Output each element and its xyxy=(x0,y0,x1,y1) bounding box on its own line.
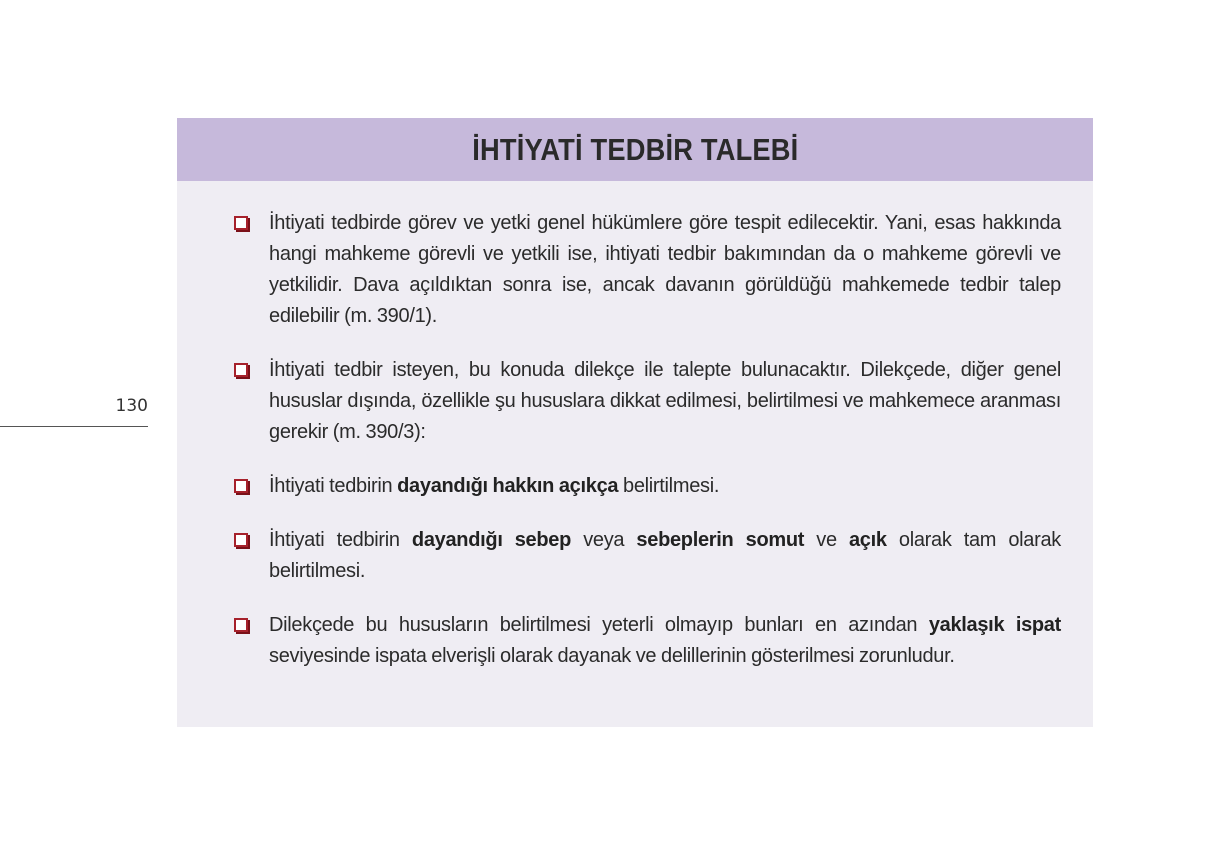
emphasized-text: yaklaşık ispat xyxy=(928,614,1061,636)
page-number: 130 xyxy=(115,396,148,416)
list-item-text xyxy=(269,529,1061,582)
checkbox-bullet-icon xyxy=(234,618,248,632)
text-segment: Dilekçede bu hususların belirtilmesi yeterli olmayıp bunları en azından xyxy=(269,614,929,636)
text-segment: veya xyxy=(571,529,637,551)
page-number-rule xyxy=(0,426,148,427)
list-item-text xyxy=(269,212,1061,327)
panel-title: İHTİYATİ TEDBİR TALEBİ xyxy=(471,131,799,167)
panel-header xyxy=(177,118,1093,181)
list-item xyxy=(234,610,1061,672)
list-item-text xyxy=(269,359,1061,443)
emphasized-text: sebeplerin somut xyxy=(636,529,805,551)
checkbox-bullet-icon xyxy=(234,216,248,230)
list-item-text xyxy=(269,475,719,497)
checkbox-bullet-icon xyxy=(234,533,248,547)
text-segment: İhtiyati tedbir isteyen, bu konuda dilekçe ile talepte bulunacaktır. Dilekçede, diğer genel hususlar dışında, özellikle şu hususlara dikkat edilmesi, belirtilmesi ve mahkemece aranması gerekir (m. 390/3): xyxy=(269,359,1061,443)
list-item-text xyxy=(269,614,1061,667)
checkbox-bullet-icon xyxy=(234,479,248,493)
text-segment: ve xyxy=(804,529,849,551)
list-item xyxy=(234,208,1061,332)
list-item xyxy=(234,355,1061,448)
emphasized-text: dayandığı sebep xyxy=(411,529,572,551)
checkbox-bullet-icon xyxy=(234,363,248,377)
list-item xyxy=(234,471,1061,502)
info-panel xyxy=(177,118,1093,727)
bullet-list xyxy=(234,208,1061,695)
text-segment: olarak tam olarak belirtilmesi. xyxy=(269,529,1061,582)
text-segment: seviyesinde ispata elverişli olarak dayanak ve delillerinin gösterilmesi zorunludur. xyxy=(269,645,955,667)
text-segment: İhtiyati tedbirde görev ve yetki genel hükümlere göre tespit edilecektir. Yani, esas hakkında hangi mahkeme görevli ve yetkili ise, ihtiyati tedbir bakımından da o mahkeme görevli ve yetkilidir. Dava açıldıktan sonra ise, ancak davanın görüldüğü mahkemede tedbir talep edilebilir (m. 390/1). xyxy=(269,212,1061,327)
emphasized-text: açık xyxy=(848,529,887,551)
emphasized-text: dayandığı hakkın açıkça xyxy=(397,475,619,497)
text-segment: İhtiyati tedbirin xyxy=(269,529,412,551)
list-item xyxy=(234,525,1061,587)
text-segment: belirtilmesi. xyxy=(618,475,720,497)
text-segment: İhtiyati tedbirin xyxy=(269,475,398,497)
